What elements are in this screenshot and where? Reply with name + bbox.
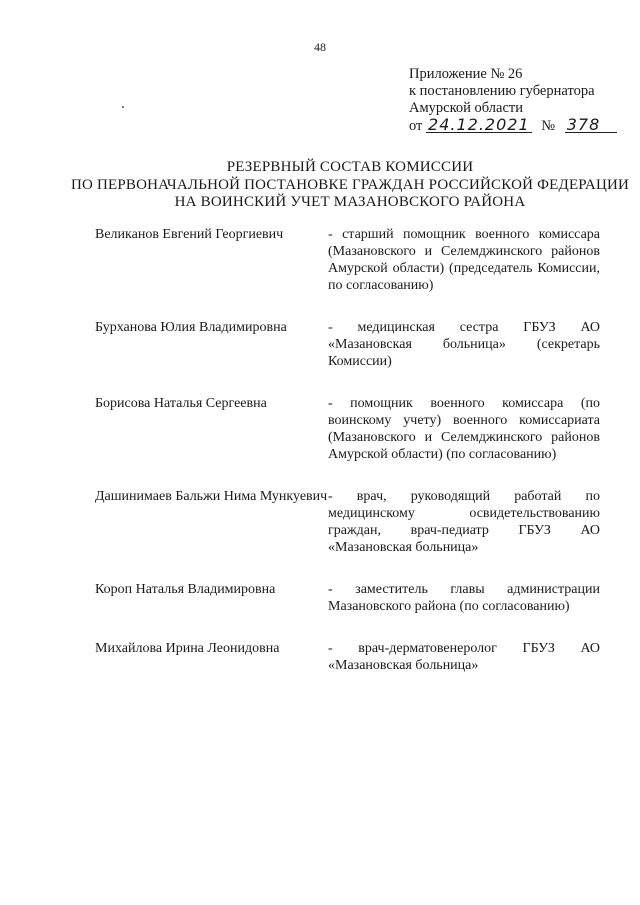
member-row [95, 488, 600, 556]
title-line-1: РЕЗЕРВНЫЙ СОСТАВ КОМИССИИ [226, 159, 474, 175]
title-line-2: ПО ПЕРВОНАЧАЛЬНОЙ ПОСТАНОВКЕ ГРАЖДАН РОССИЙСКОЙ ФЕДЕРАЦИИ [70, 176, 630, 193]
handwritten-number: 378 [565, 117, 617, 133]
members-list [95, 226, 600, 674]
approval-date-number-line [409, 117, 634, 135]
approval-appendix-line: Приложение № 26 [409, 66, 523, 82]
member-role: - врач-дерматовенеролог ГБУЗ АО «Мазановская больница» [328, 641, 600, 673]
from-label: от [409, 118, 423, 134]
member-role: - старший помощник военного комиссара (Мазановского и Селемджинского районов Амурской области) (председатель Комиссии, по согласованию) [328, 227, 600, 293]
member-name: Короп Наталья Владимировна [95, 582, 276, 597]
member-role: - заместитель главы администрации Мазановского района (по согласованию) [328, 582, 600, 614]
member-name: Борисова Наталья Сергеевна [95, 396, 267, 411]
member-name: Михайлова Ирина Леонидовна [95, 641, 280, 656]
member-row [95, 640, 600, 674]
approval-block [409, 66, 634, 135]
member-row [95, 226, 600, 294]
approval-region-line: Амурской области [409, 100, 523, 116]
member-role: - врач, руководящий работай по медицинскому освидетельствованию граждан, врач-педиатр ГБУЗ АО «Мазановская больница» [328, 489, 600, 555]
approval-resolution-line: к постановлению губернатора [409, 83, 595, 99]
member-name: Великанов Евгений Георгиевич [95, 227, 284, 242]
member-row [95, 581, 600, 615]
document-title [60, 159, 640, 212]
page-number: 48 [314, 40, 326, 54]
member-row [95, 395, 600, 463]
member-role: - помощник военного комиссара (по воинскому учету) военного комиссариата (Мазановского и Селемджинского районов Амурской области) (по согласованию) [328, 396, 600, 462]
title-line-3: НА ВОИНСКИЙ УЧЕТ МАЗАНОВСКОГО РАЙОНА [174, 194, 526, 210]
stray-mark [122, 106, 124, 108]
number-label: № [541, 118, 556, 134]
member-name: Бурханова Юлия Владимировна [95, 320, 287, 335]
member-role: - медицинская сестра ГБУЗ АО «Мазановская больница» (секретарь Комиссии) [328, 320, 600, 369]
member-name: Дашинимаев Бальжи Нима Мункуевич [95, 489, 328, 504]
member-row [95, 319, 600, 370]
handwritten-date: 24.12.2021 [428, 115, 530, 134]
